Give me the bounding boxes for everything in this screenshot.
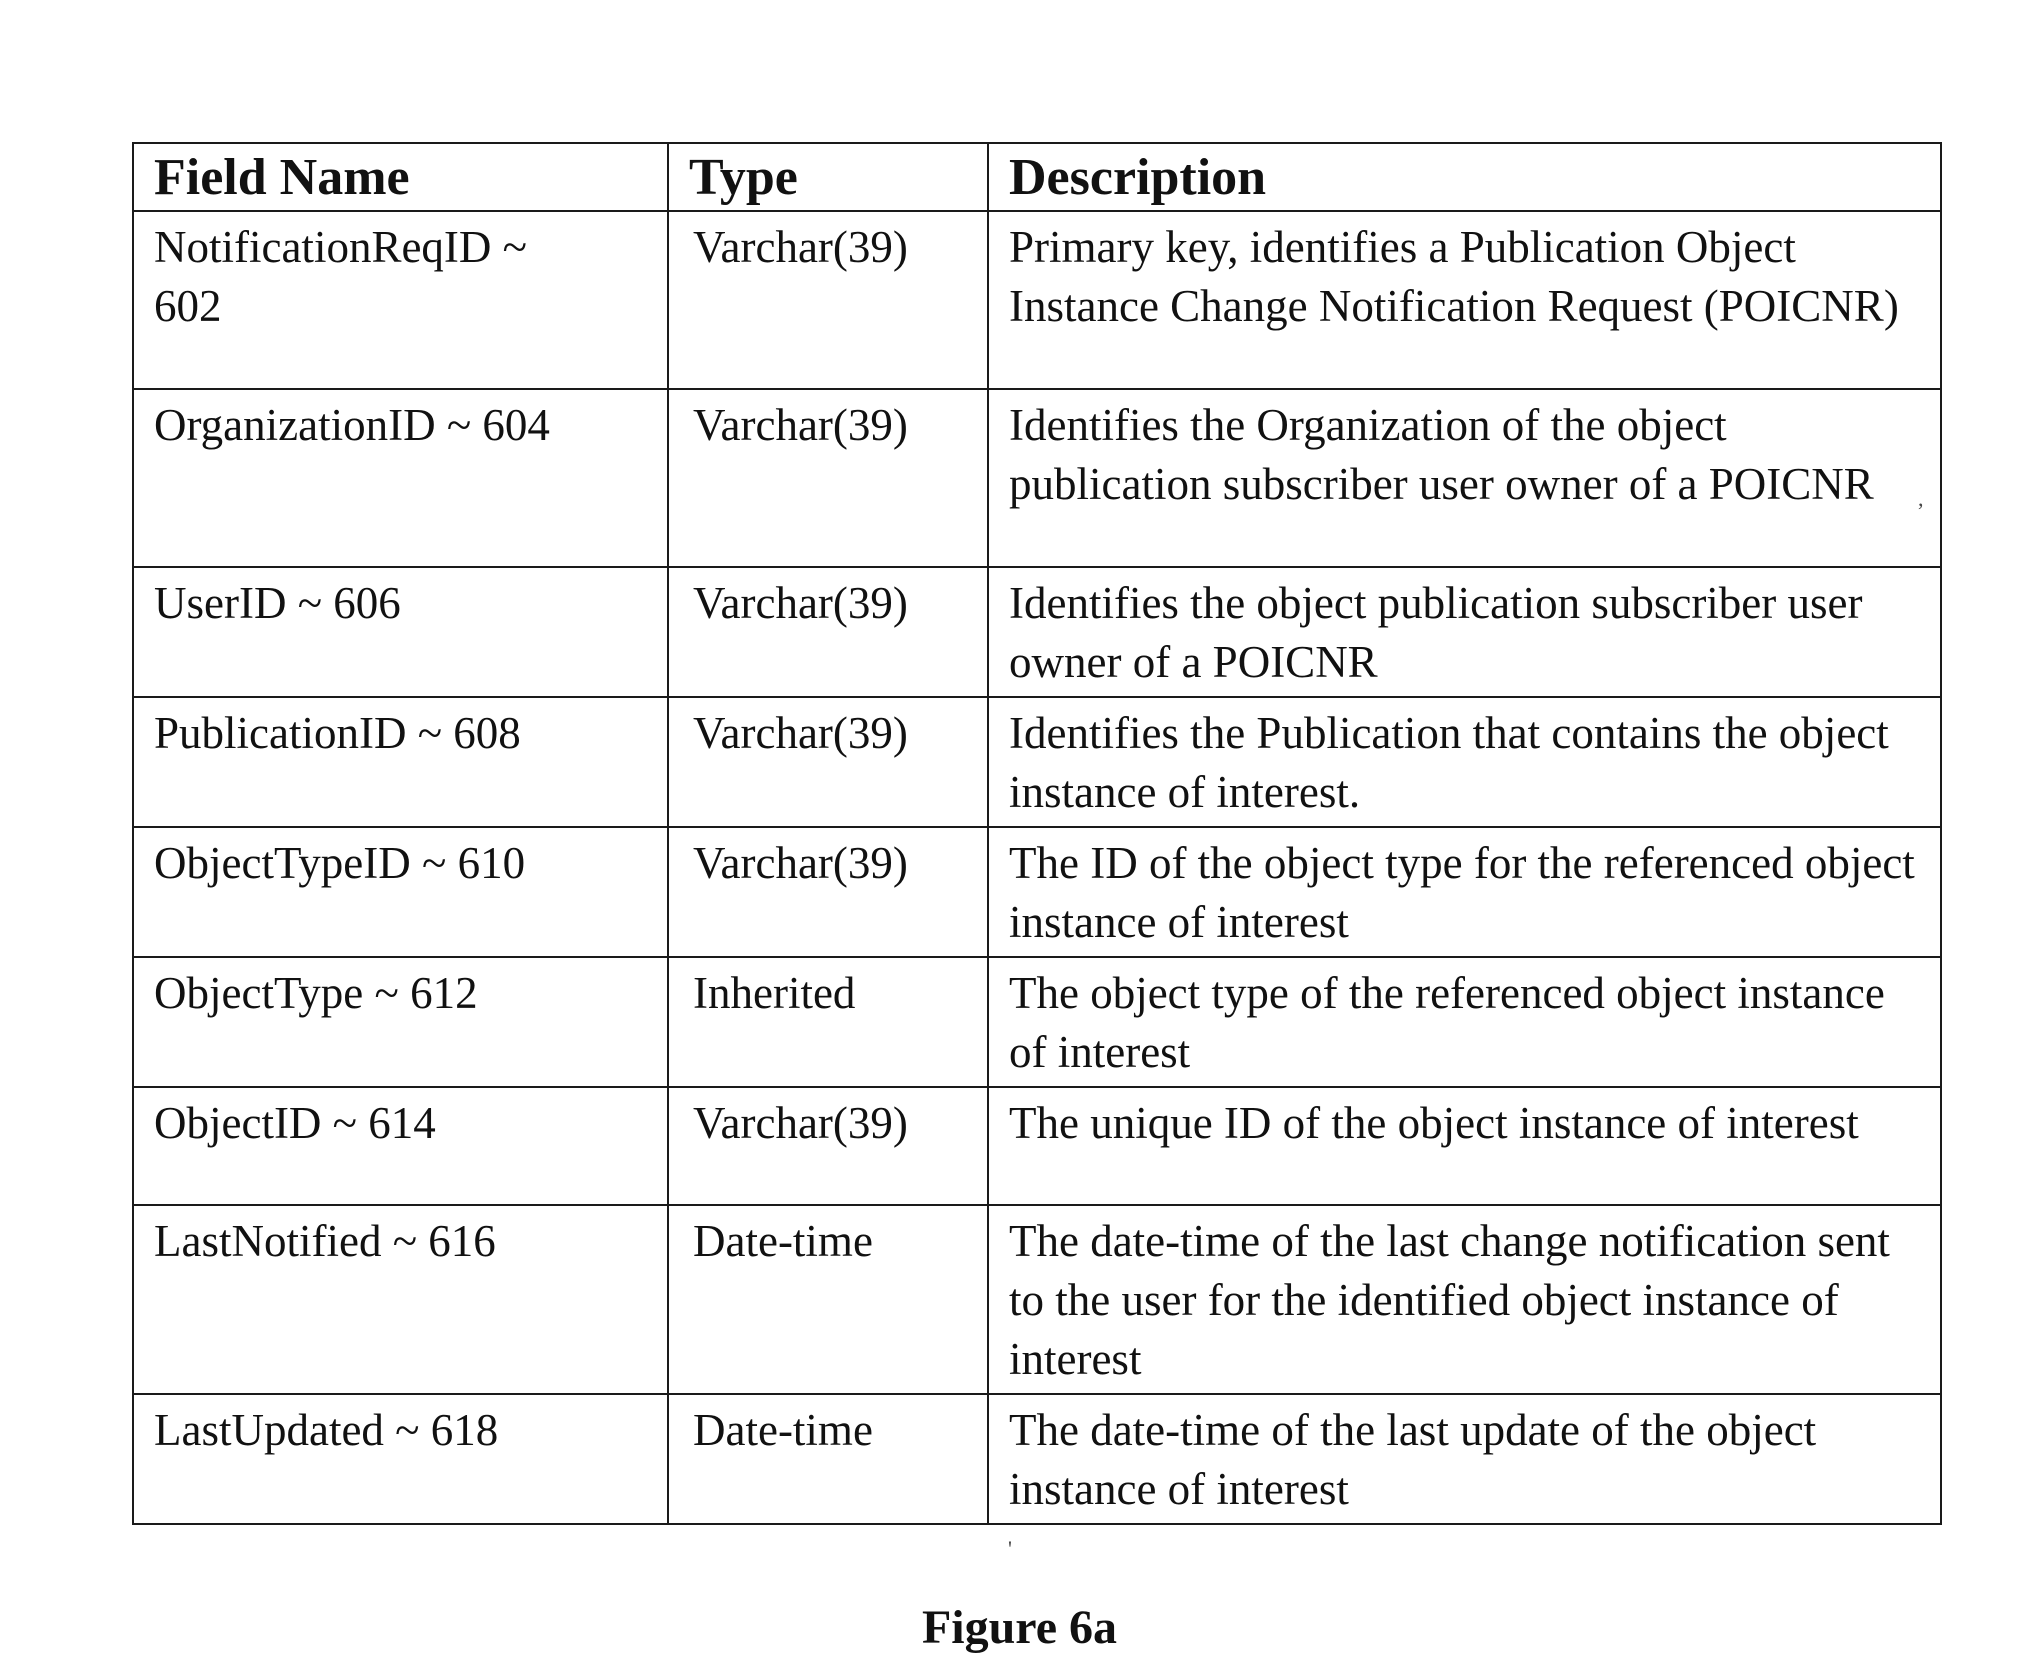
description-cell: The date-time of the last update of the object instance of interest [988,1394,1941,1524]
type-cell: Varchar(39) [668,697,988,827]
figure-caption: Figure 6a [921,1601,1118,1654]
field-name-cell: ObjectID ~ 614 [133,1087,668,1205]
scan-speck: ' [1008,1536,1012,1561]
header-field-name: Field Name [133,143,668,211]
description-cell: The object type of the referenced object instance of interest [988,957,1941,1087]
field-name-cell: LastNotified ~ 616 [133,1205,668,1394]
table-body [133,211,1941,1524]
field-name-cell: ObjectType ~ 612 [133,957,668,1087]
type-cell: Date-time [668,1205,988,1394]
table-row [133,697,1941,827]
table-row [133,1205,1941,1394]
description-cell: Identifies the Publication that contains the object instance of interest. [988,697,1941,827]
type-cell: Varchar(39) [668,827,988,957]
table-row [133,1087,1941,1205]
table-row [133,211,1941,389]
field-name-cell: UserID ~ 606 [133,567,668,697]
description-cell: The ID of the object type for the referenced object instance of interest [988,827,1941,957]
header-row [133,143,1941,211]
table-row [133,1394,1941,1524]
description-cell: The date-time of the last change notification sent to the user for the identified object instance of interest [988,1205,1941,1394]
header-description: Description [988,143,1941,211]
field-name-cell: PublicationID ~ 608 [133,697,668,827]
description-cell: Identifies the Organization of the object publication subscriber user owner of a POICNR [988,389,1941,567]
field-name-cell: ObjectTypeID ~ 610 [133,827,668,957]
fields-table [132,142,1942,1525]
table-row [133,567,1941,697]
field-name-cell: OrganizationID ~ 604 [133,389,668,567]
table-row [133,957,1941,1087]
type-cell: Varchar(39) [668,567,988,697]
table-row [133,827,1941,957]
field-name-cell: LastUpdated ~ 618 [133,1394,668,1524]
type-cell: Inherited [668,957,988,1087]
type-cell: Date-time [668,1394,988,1524]
description-cell: Identifies the object publication subscriber user owner of a POICNR [988,567,1941,697]
scan-speck: , [1918,486,1924,511]
description-cell: The unique ID of the object instance of interest [988,1087,1941,1205]
type-cell: Varchar(39) [668,211,988,389]
type-cell: Varchar(39) [668,389,988,567]
description-cell: Primary key, identifies a Publication Object Instance Change Notification Request (POICNR) [988,211,1941,389]
field-name-cell: NotificationReqID ~ 602 [133,211,668,389]
table-row [133,389,1941,567]
table-header [133,143,1941,211]
type-cell: Varchar(39) [668,1087,988,1205]
header-type: Type [668,143,988,211]
